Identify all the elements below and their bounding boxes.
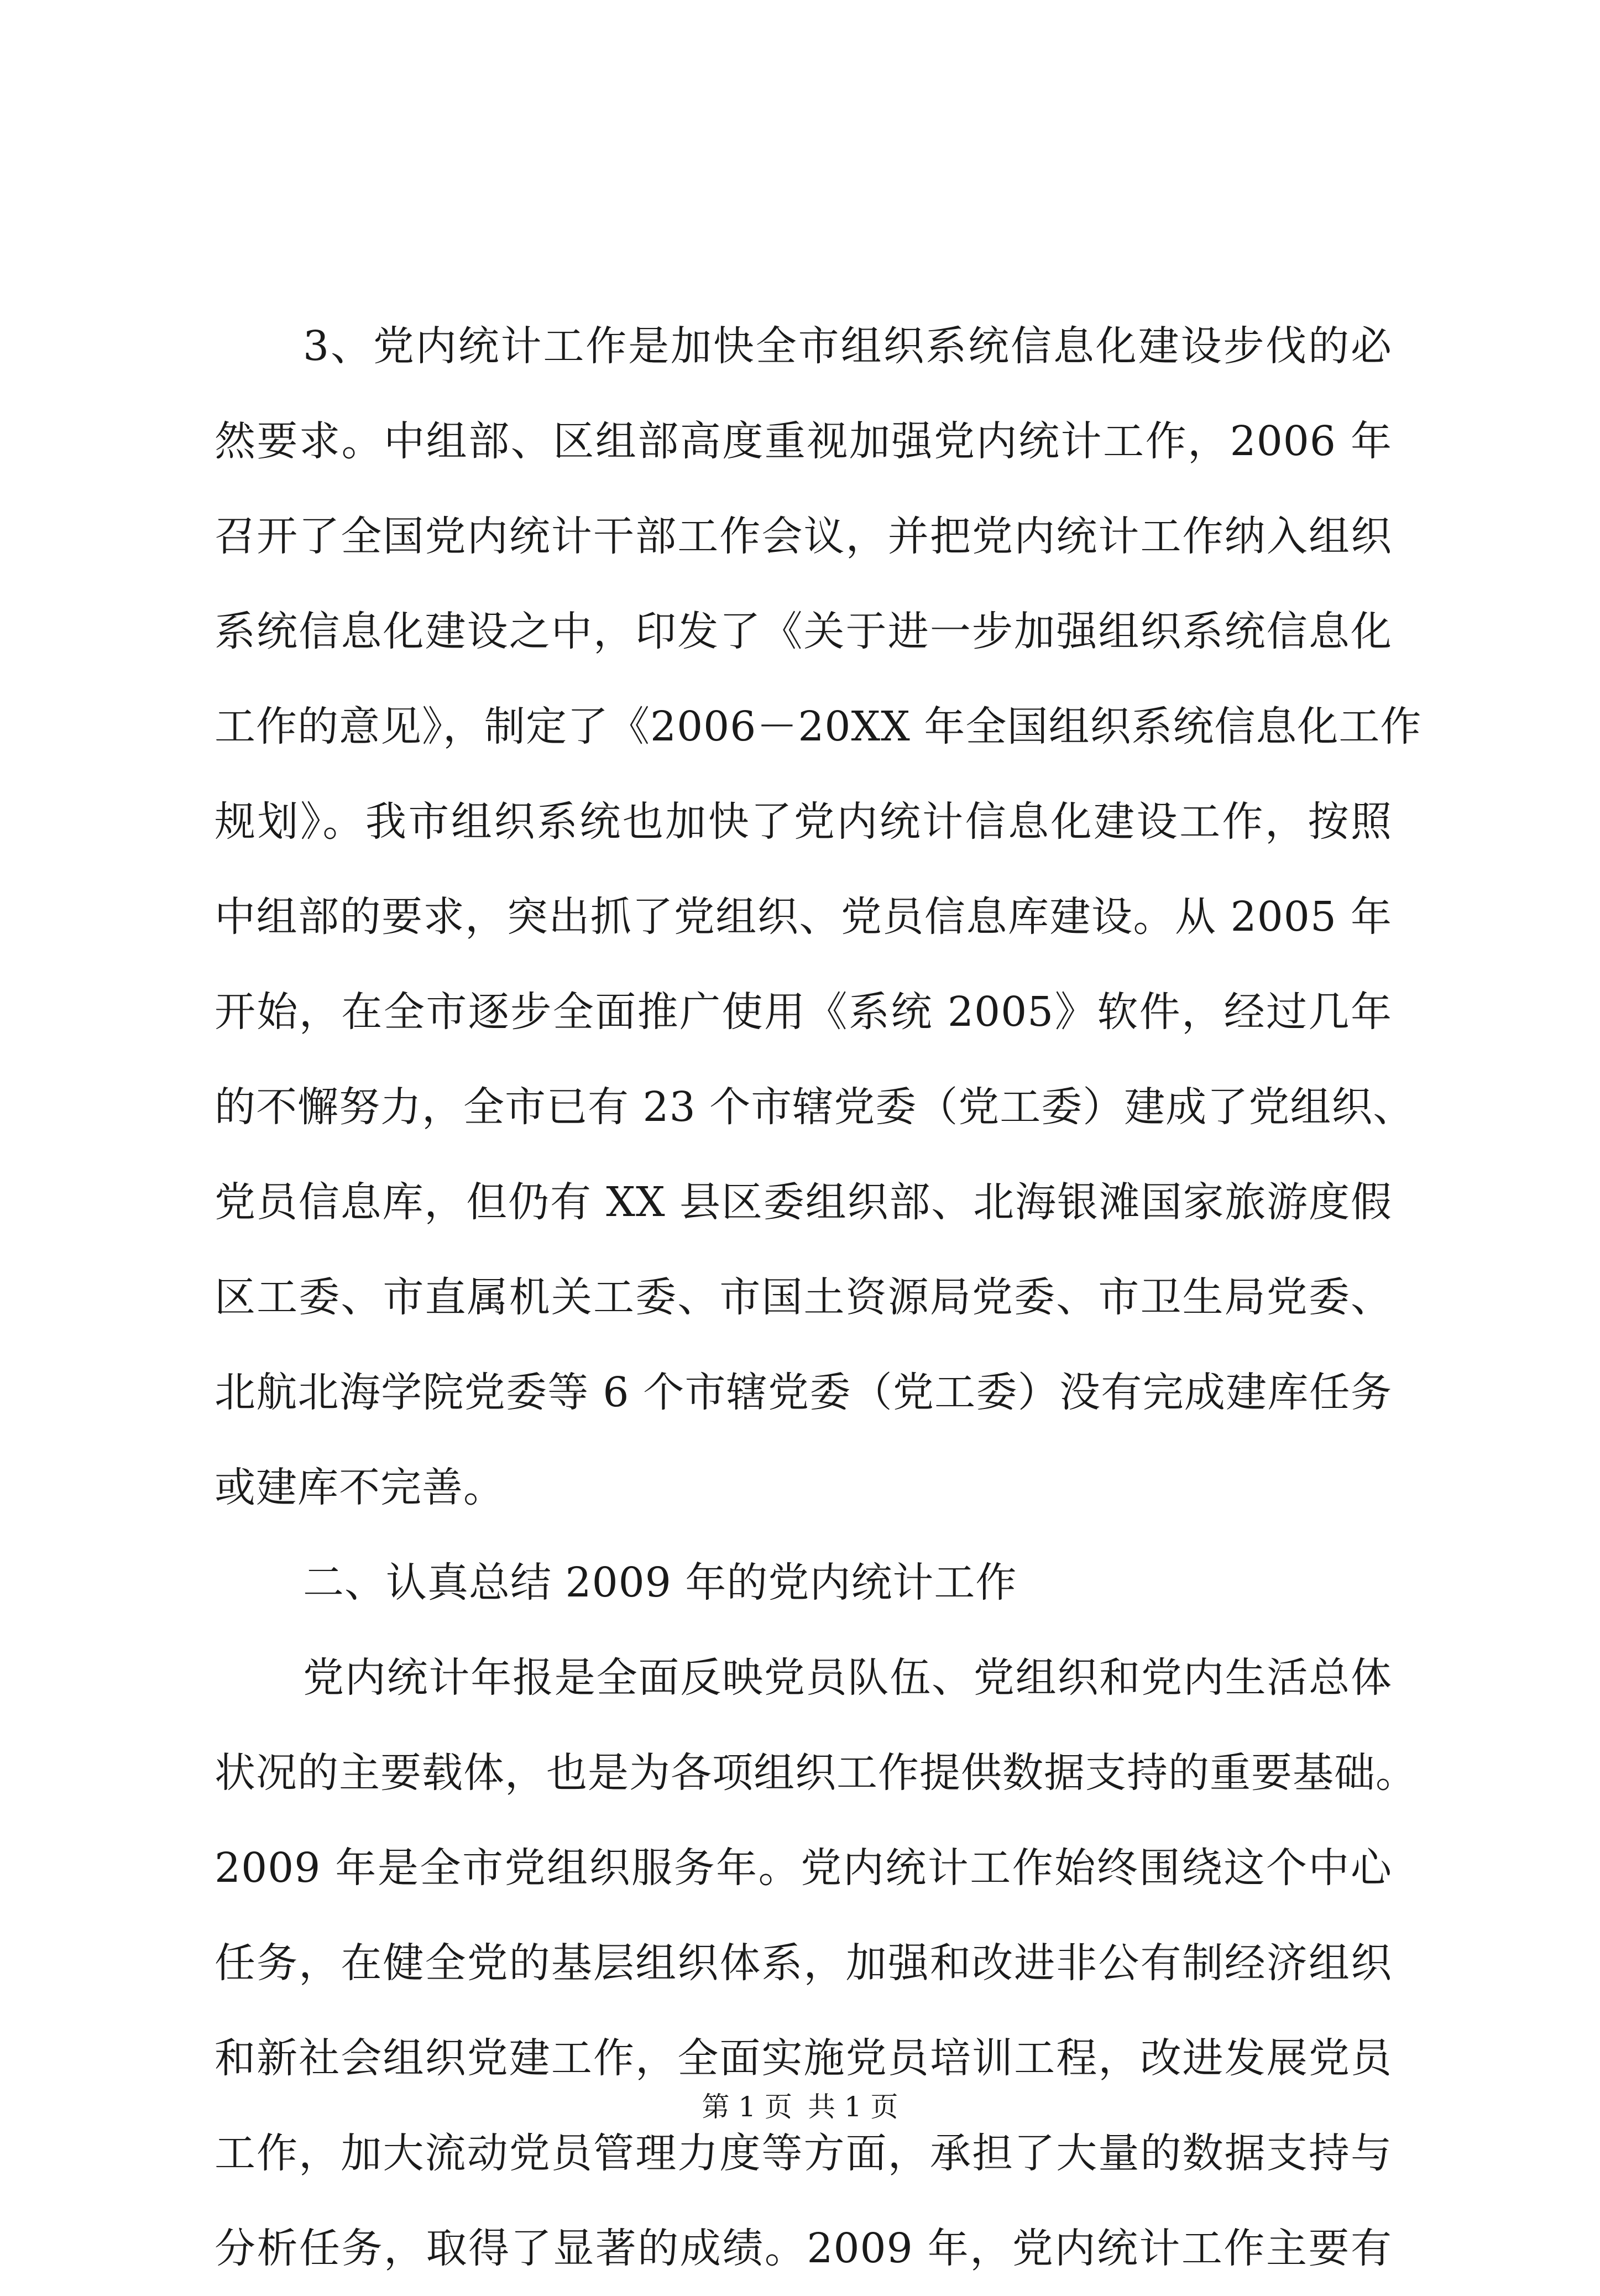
text-line: 系统信息化建设之中，印发了《关于进一步加强组织系统信息化 xyxy=(215,608,1392,655)
text-line: 任务，在健全党的基层组织体系，加强和改进非公有制经济组织 xyxy=(215,1939,1392,1987)
page-total: 共 1 页 xyxy=(807,2091,898,2123)
document-body xyxy=(215,299,1422,2296)
text-line: 开始，在全市逐步全面推广使用《系统 2005》软件，经过几年 xyxy=(215,988,1392,1036)
text-line: 状况的主要载体，也是为各项组织工作提供数据支持的重要基础。 xyxy=(215,1749,1417,1797)
page-number: 第 1 页 xyxy=(702,2091,793,2123)
text-line: 中组部的要求，突出抓了党组织、党员信息库建设。从 2005 年 xyxy=(215,893,1392,941)
text-line: 2009 年是全市党组织服务年。党内统计工作始终围绕这个中心 xyxy=(215,1844,1392,1892)
text-line: 工作，加大流动党员管理力度等方面，承担了大量的数据支持与 xyxy=(215,2130,1392,2177)
text-line: 党员信息库，但仍有 XX 县区委组织部、北海银滩国家旅游度假 xyxy=(215,1178,1392,1226)
text-line: 规划》。我市组织系统也加快了党内统计信息化建设工作，按照 xyxy=(215,798,1392,846)
text-line: 召开了全国党内统计干部工作会议，并把党内统计工作纳入组织 xyxy=(215,513,1392,560)
text-line: 二、认真总结 2009 年的党内统计工作 xyxy=(303,1559,1017,1606)
page-footer xyxy=(0,2090,1600,2123)
text-line: 分析任务，取得了显著的成绩。2009 年，党内统计工作主要有 xyxy=(215,2225,1392,2272)
text-line: 党内统计年报是全面反映党员队伍、党组织和党内生活总体 xyxy=(303,1654,1392,1702)
text-line: 3、党内统计工作是加快全市组织系统信息化建设步伐的必 xyxy=(303,322,1392,370)
text-line: 然要求。中组部、区组部高度重视加强党内统计工作，2006 年 xyxy=(215,418,1392,465)
text-line: 的不懈努力，全市已有 23 个市辖党委（党工委）建成了党组织、 xyxy=(215,1083,1415,1131)
text-line: 北航北海学院党委等 6 个市辖党委（党工委）没有完成建库任务 xyxy=(215,1369,1392,1416)
text-line: 和新社会组织党建工作，全面实施党员培训工程，改进发展党员 xyxy=(215,2034,1392,2082)
text-line: 工作的意见》，制定了《2006－20XX 年全国组织系统信息化工作 xyxy=(215,703,1422,750)
text-line: 区工委、市直属机关工委、市国土资源局党委、市卫生局党委、 xyxy=(215,1274,1392,1321)
text-line: 或建库不完善。 xyxy=(215,1464,505,1511)
